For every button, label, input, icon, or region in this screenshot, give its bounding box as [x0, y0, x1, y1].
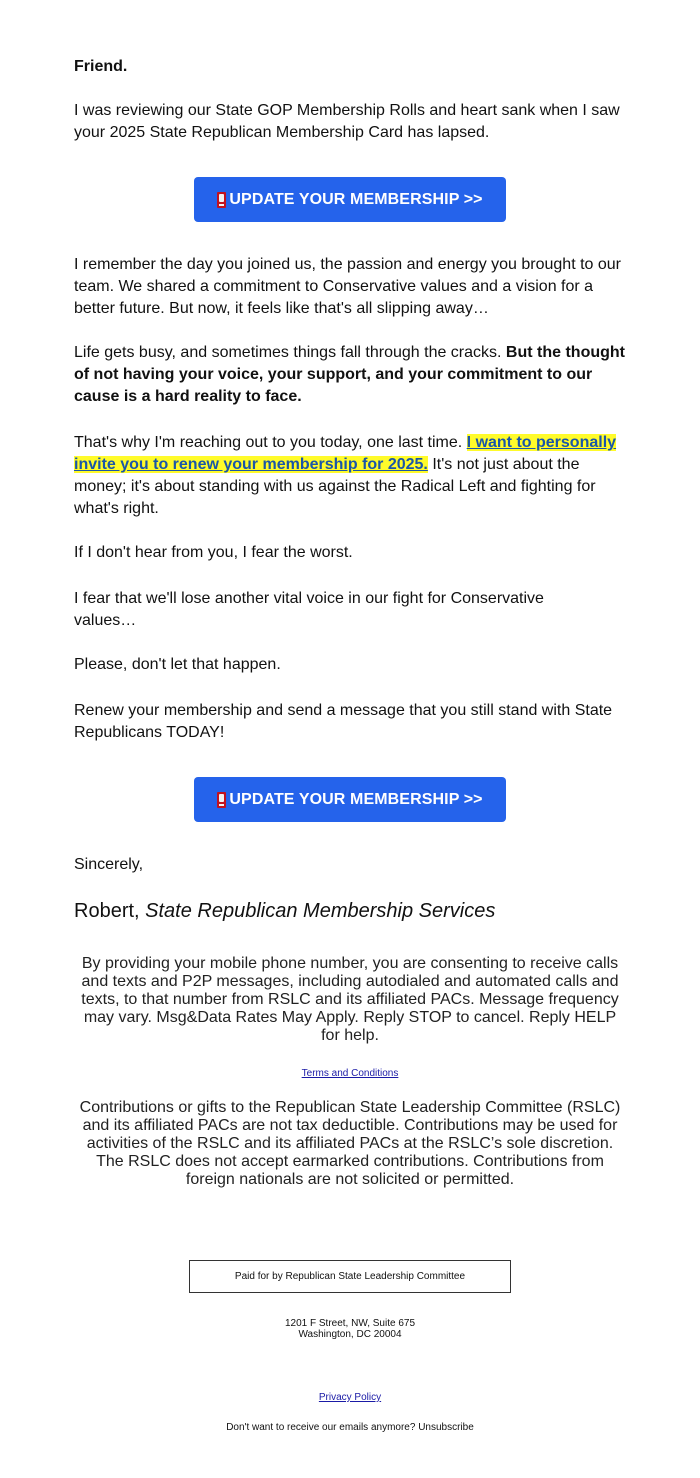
- paid-for-text: Paid for by Republican State Leadership Committee: [234, 1271, 466, 1282]
- signature: [74, 898, 495, 924]
- paragraph-renew: Renew your membership and send a message that you still stand with State Republicans TODAY!: [74, 702, 613, 741]
- greeting: Friend.: [74, 58, 128, 75]
- exclamation-icon: [217, 192, 226, 208]
- terms-link[interactable]: Terms and Conditions: [301, 1068, 399, 1079]
- paragraph-life-busy-plain: Life gets busy, and sometimes things fall through the cracks.: [74, 344, 506, 361]
- terms-row: [0, 1068, 700, 1079]
- paragraph-lose-voice: I fear that we'll lose another vital voice in our fight for Conservative values…: [74, 590, 544, 629]
- paragraph-invite: [74, 432, 630, 520]
- update-membership-button-top[interactable]: [194, 177, 506, 222]
- exclamation-icon: [217, 792, 226, 808]
- update-membership-button-label: UPDATE YOUR MEMBERSHIP >>: [229, 790, 483, 808]
- paragraph-lapsed: I was reviewing our State GOP Membership Rolls and heart sank when I saw your 2025 State Republican Membership Card has lapsed.: [74, 102, 620, 141]
- sign-off: Sincerely,: [74, 856, 144, 873]
- paragraph-invite-pre: That's why I'm reaching out to you today, one last time.: [74, 434, 467, 451]
- sms-disclaimer: By providing your mobile phone number, you are consenting to receive calls and texts and P2P messages, including autodialed and automated calls and texts, to that number from RSLC and its affiliated PACs. Message frequency may vary. Msg&Data Rates May Apply. Reply STOP to cancel. Reply HELP for help.: [81, 955, 619, 1044]
- paragraph-remember: I remember the day you joined us, the passion and energy you brought to our team. We shared a commitment to Conservative values and a vision for a better future. But now, it feels like that's all slipping away…: [74, 256, 622, 317]
- privacy-link[interactable]: Privacy Policy: [318, 1392, 382, 1403]
- address-line-1: 1201 F Street, NW, Suite 675: [284, 1318, 416, 1329]
- update-membership-button-label: UPDATE YOUR MEMBERSHIP >>: [229, 190, 483, 208]
- paragraph-invite-post: It's not just about the money; it's about standing with us against the Radical Left and fighting for what's right.: [74, 456, 596, 517]
- paid-for-box: [189, 1260, 511, 1293]
- renew-invite-link[interactable]: I want to personally invite you to renew your membership for 2025.: [74, 434, 617, 473]
- address: [0, 1318, 700, 1340]
- paragraph-please: Please, don't let that happen.: [74, 656, 281, 673]
- update-membership-button-bottom[interactable]: [194, 777, 506, 822]
- unsubscribe-text[interactable]: Don't want to receive our emails anymore? Unsubscribe: [226, 1422, 474, 1433]
- privacy-row: [0, 1392, 700, 1403]
- address-line-2: Washington, DC 20004: [298, 1329, 402, 1340]
- paragraph-life-busy-bold: But the thought of not having your voice, your support, and your commitment to our cause is a hard reality to face.: [74, 344, 625, 405]
- signature-name: Robert,: [74, 900, 140, 922]
- paragraph-fear-worst: If I don't hear from you, I fear the worst.: [74, 544, 353, 561]
- paragraph-life-busy: [74, 342, 630, 408]
- contributions-disclaimer: Contributions or gifts to the Republican State Leadership Committee (RSLC) and its affiliated PACs are not tax deductible. Contributions may be used for activities of the RSLC and its affiliated PACs at the RSLC’s sole discretion. The RSLC does not accept earmarked contributions. Contributions from foreign nationals are not solicited or permitted.: [79, 1099, 621, 1188]
- signature-title: State Republican Membership Services: [145, 900, 496, 922]
